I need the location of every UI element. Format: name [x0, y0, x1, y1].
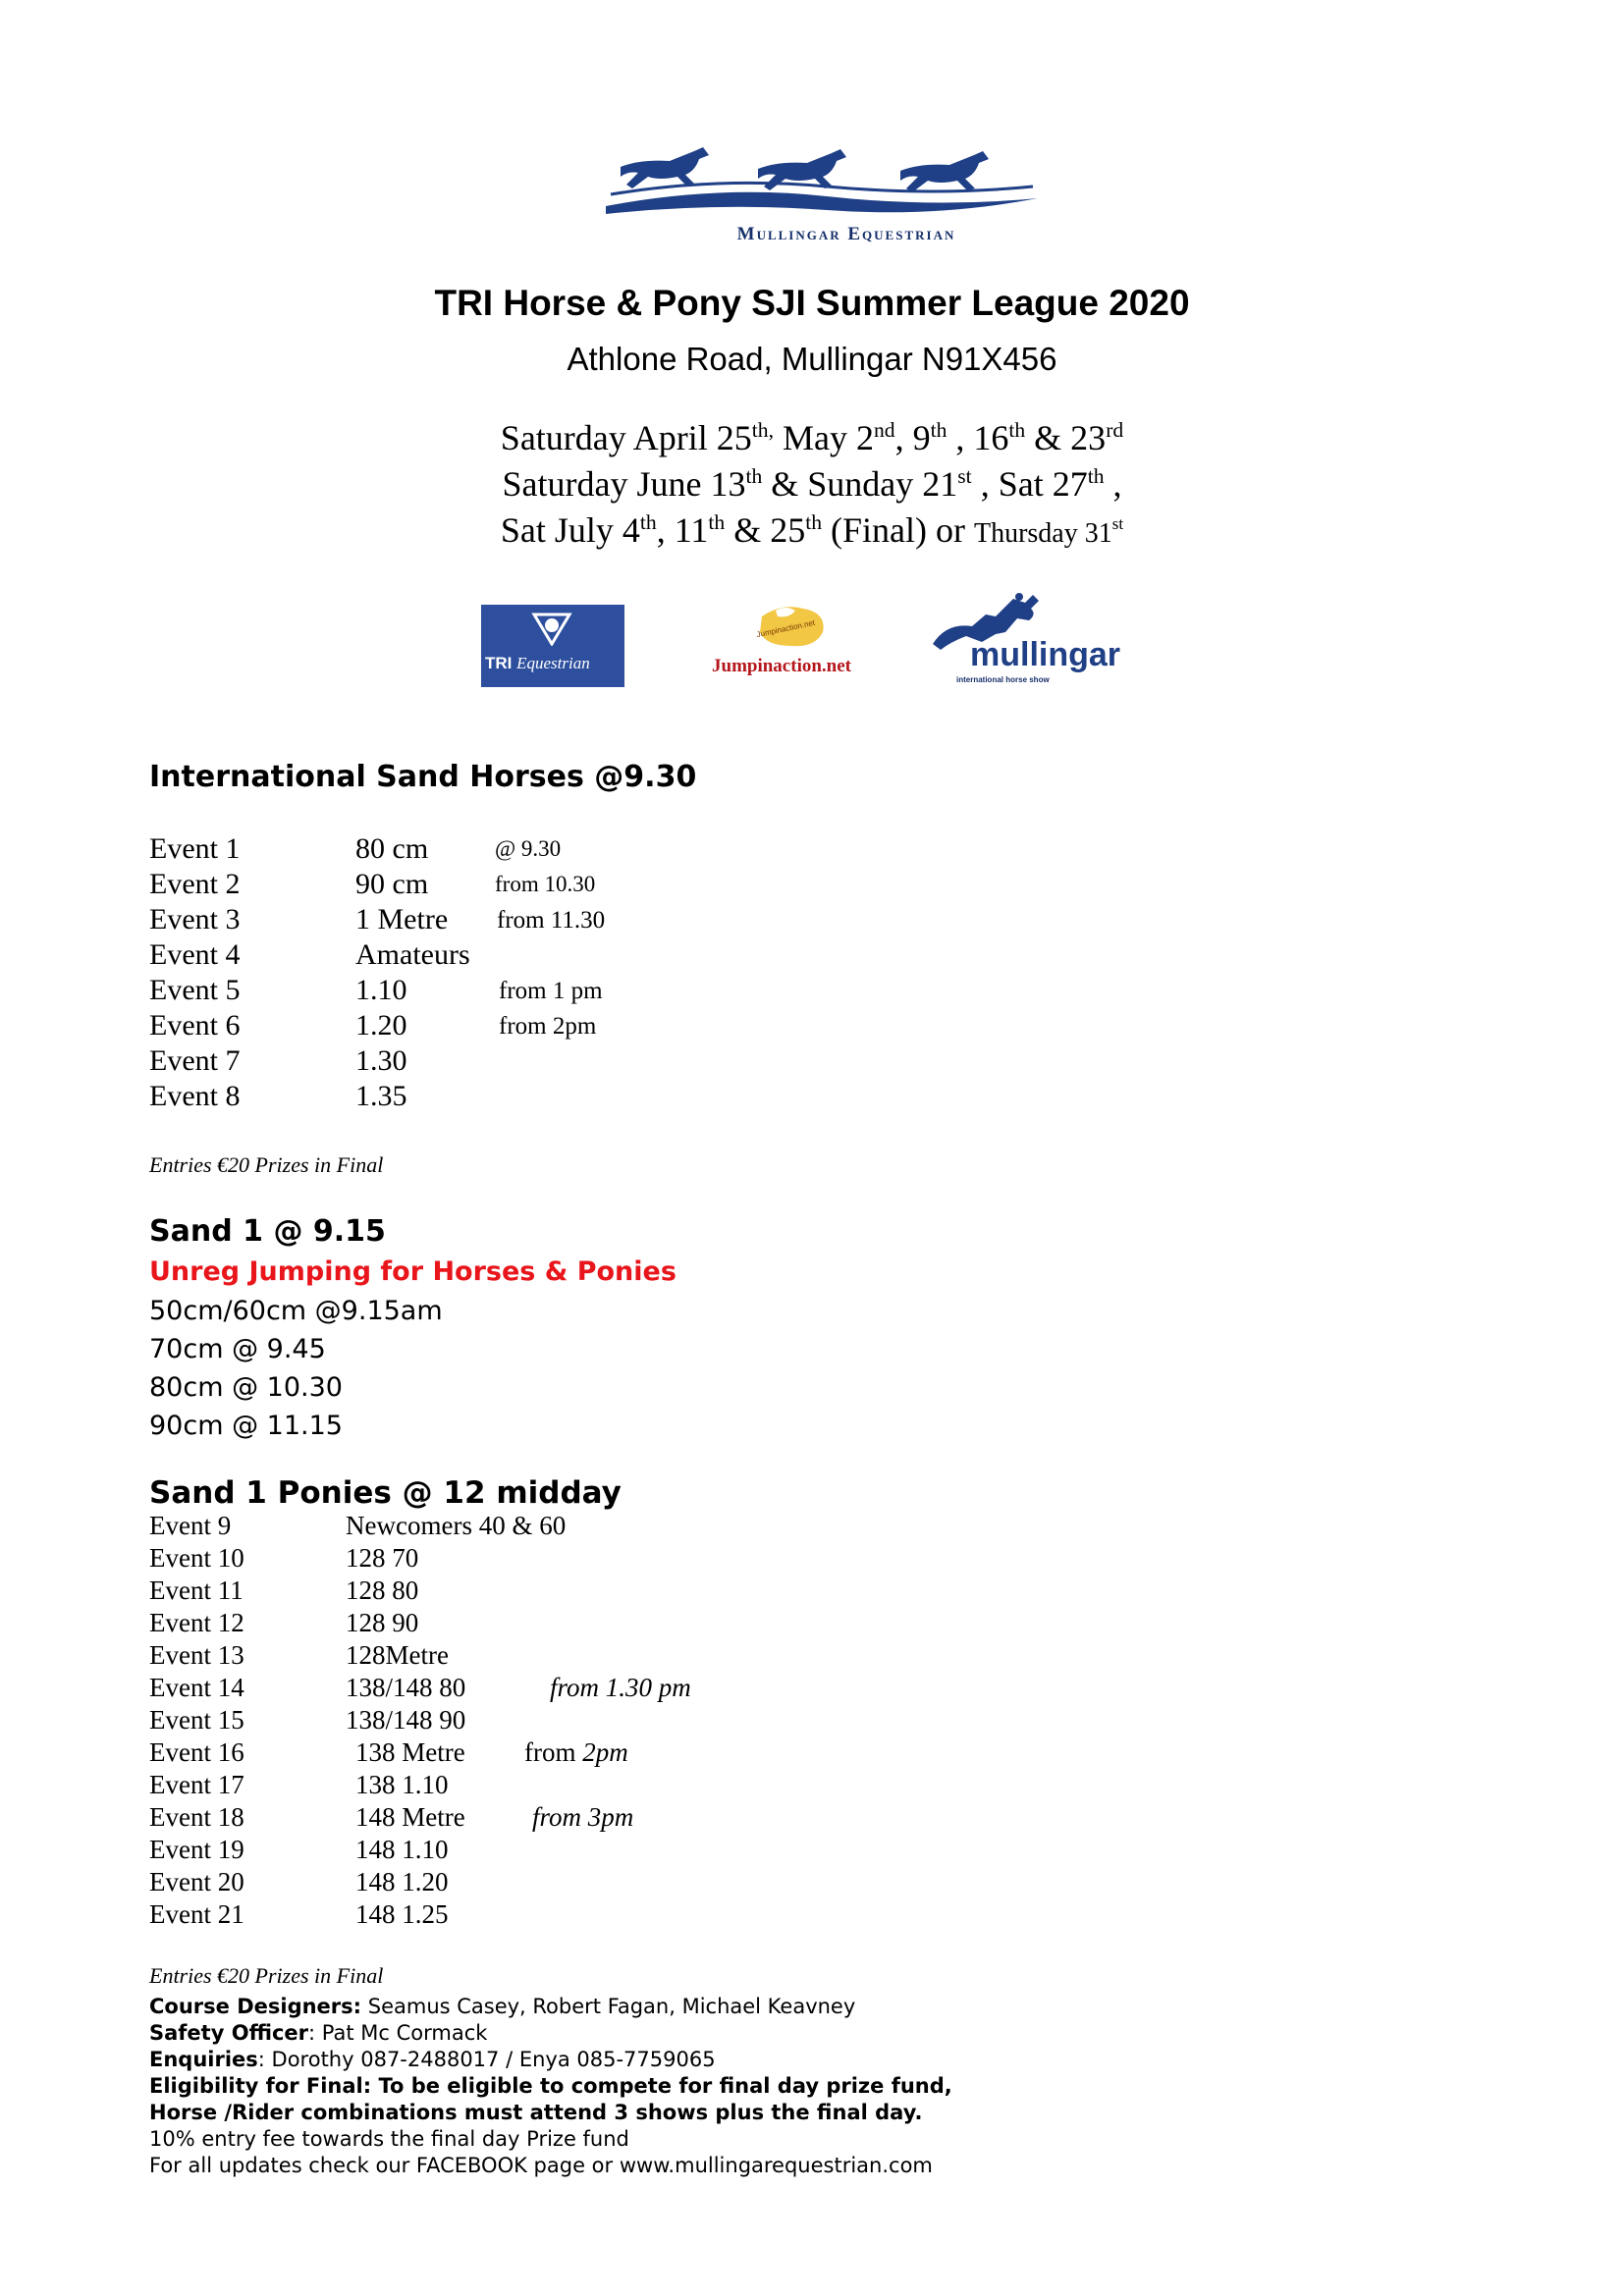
mullingar-equestrian-logo [601, 137, 1043, 250]
event-height: 148 1.25 [355, 1899, 449, 1929]
event-row [149, 1835, 1033, 1870]
event-name: Event 6 [149, 1009, 241, 1041]
international-entries-note: Entries €20 Prizes in Final [149, 1152, 384, 1177]
enquiries-line: Enquiries: Dorothy 087-2488017 / Enya 085-7759065 [149, 2048, 716, 2071]
jumpinaction-caption: Jumpinaction.net [712, 656, 851, 676]
event-name: Event 1 [149, 832, 241, 865]
logo-wordmark: Mullingar Equestrian [736, 224, 956, 244]
event-row [149, 1640, 1033, 1676]
venue-address: Athlone Road, Mullingar N91X456 [567, 341, 1057, 377]
sand1-line: 50cm/60cm @9.15am [149, 1296, 443, 1326]
dates-line-3: Sat July 4th, 11th & 25th (Final) or Thursday 31st [500, 510, 1124, 550]
event-height: Newcomers 40 & 60 [346, 1511, 567, 1540]
sand1-line: 90cm @ 11.15 [149, 1411, 343, 1441]
event-name: Event 10 [149, 1543, 244, 1573]
event-row [149, 974, 1033, 1009]
event-name: Event 12 [149, 1608, 244, 1637]
safety-officer-line: Safety Officer: Pat Mc Cormack [149, 2021, 488, 2045]
sand1-line: 70cm @ 9.45 [149, 1334, 326, 1364]
mullingar-wordmark: mullingar [970, 636, 1121, 673]
ponies-events-list [149, 1511, 1033, 1943]
event-row [149, 1705, 1033, 1740]
sand1-subheading: Unreg Jumping for Horses & Ponies [149, 1256, 677, 1287]
event-name: Event 4 [149, 938, 241, 971]
event-height: 138/148 80 [346, 1673, 466, 1702]
tri-equestrian-logo: TRI Equestrian [481, 605, 624, 687]
event-row [149, 1511, 1033, 1546]
ponies-entries-note: Entries €20 Prizes in Final [149, 1963, 384, 1988]
sand1-heading: Sand 1 @ 9.15 [149, 1214, 386, 1249]
event-height: 148 1.10 [355, 1835, 449, 1864]
international-sand-heading: International Sand Horses @9.30 [149, 760, 697, 794]
galloping-horses-icon [601, 137, 1043, 226]
event-row [149, 832, 1033, 868]
sand1-lines [149, 1292, 738, 1449]
international-events-list [149, 832, 1033, 1127]
event-height: 1.35 [355, 1080, 407, 1112]
event-height: Amateurs [355, 938, 470, 971]
event-height: 1.20 [355, 1009, 407, 1041]
event-name: Event 21 [149, 1899, 244, 1929]
event-name: Event 3 [149, 903, 241, 935]
mullingar-horse-show-logo [927, 593, 1153, 687]
event-height: 138 Metre [355, 1737, 465, 1767]
event-row [149, 1899, 1033, 1935]
ponies-heading: Sand 1 Ponies @ 12 midday [149, 1475, 622, 1511]
page-title: TRI Horse & Pony SJI Summer League 2020 [434, 283, 1190, 323]
tri-emblem-icon [528, 613, 575, 646]
event-time: @ 9.30 [495, 836, 562, 861]
sand1-line: 80cm @ 10.30 [149, 1372, 343, 1403]
jumpinaction-logo [709, 601, 876, 683]
event-height: 148 Metre [355, 1802, 465, 1832]
updates-line: For all updates check our FACEBOOK page or www.mullingarequestrian.com [149, 2154, 933, 2177]
event-time: from 2pm [499, 1013, 597, 1040]
event-name: Event 20 [149, 1867, 244, 1896]
event-time: from 11.30 [497, 907, 606, 934]
event-name: Event 8 [149, 1080, 241, 1112]
event-time: from 3pm [532, 1802, 634, 1832]
event-height: 90 cm [355, 868, 429, 900]
eligibility-line-1: Eligibility for Final: To be eligible to compete for final day prize fund, [149, 2074, 952, 2098]
event-height: 128 70 [346, 1543, 419, 1573]
event-height: 128 90 [346, 1608, 419, 1637]
dates-line-1: Saturday April $25^{th,}$ May 2nd, 9th , 16th & 23rd [500, 418, 1124, 457]
event-row [149, 1673, 1033, 1708]
event-height: 128Metre [346, 1640, 449, 1670]
event-row [149, 1867, 1033, 1902]
event-name: Event 5 [149, 974, 241, 1006]
event-height: 1 Metre [355, 903, 449, 935]
event-height: 138 1.10 [355, 1770, 449, 1799]
event-row [149, 1044, 1033, 1080]
event-row [149, 1802, 1033, 1838]
event-row [149, 1543, 1033, 1578]
event-row [149, 1737, 1033, 1773]
event-height: 148 1.20 [355, 1867, 449, 1896]
event-height: 138/148 90 [346, 1705, 466, 1735]
event-time: from 1.30 pm [550, 1673, 691, 1702]
event-time: from 1 pm [499, 978, 603, 1004]
event-name: Event 9 [149, 1511, 232, 1540]
event-name: Event 11 [149, 1575, 244, 1605]
event-name: Event 19 [149, 1835, 244, 1864]
event-time: from 2pm [524, 1737, 628, 1767]
event-time: from 10.30 [495, 872, 596, 896]
event-row [149, 938, 1033, 974]
event-height: 128 80 [346, 1575, 419, 1605]
jumpinaction-badge-icon: Jumpinaction.net [752, 603, 831, 650]
event-row [149, 1608, 1033, 1643]
event-name: Event 15 [149, 1705, 244, 1735]
event-height: 1.30 [355, 1044, 407, 1077]
event-height: 80 cm [355, 832, 429, 865]
event-name: Event 7 [149, 1044, 241, 1077]
dates-line-2: Saturday June 13th & Sunday 21st , Sat 27th , [502, 464, 1122, 504]
event-row [149, 1009, 1033, 1044]
event-name: Event 17 [149, 1770, 244, 1799]
event-row [149, 1575, 1033, 1611]
entry-fee-line: 10% entry fee towards the final day Prize fund [149, 2127, 629, 2151]
event-row [149, 1080, 1033, 1115]
event-name: Event 16 [149, 1737, 244, 1767]
mullingar-subtitle: international horse show [956, 675, 1050, 684]
event-name: Event 14 [149, 1673, 244, 1702]
event-row [149, 903, 1033, 938]
event-height: 1.10 [355, 974, 407, 1006]
event-row [149, 868, 1033, 903]
eligibility-line-2: Horse /Rider combinations must attend 3 shows plus the final day. [149, 2101, 923, 2124]
course-designers-line: Course Designers: Seamus Casey, Robert Fagan, Michael Keavney [149, 1995, 856, 2018]
event-name: Event 18 [149, 1802, 244, 1832]
event-name: Event 13 [149, 1640, 244, 1670]
event-row [149, 1770, 1033, 1805]
event-name: Event 2 [149, 868, 241, 900]
